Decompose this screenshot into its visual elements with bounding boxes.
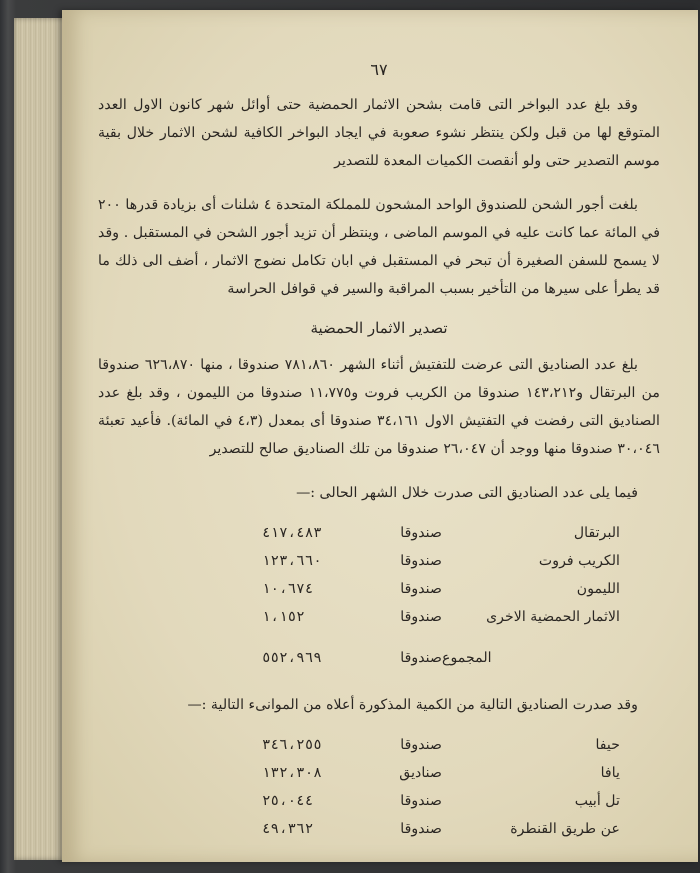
port-name: يافا <box>600 765 620 781</box>
port-name: تل أبيب <box>574 793 620 809</box>
port-unit: صناديق <box>399 765 442 781</box>
exports-item-unit: صندوقا <box>400 553 442 569</box>
exports-total-label: المجموع <box>442 650 492 666</box>
port-value: ٢٥،٠٤٤ <box>262 793 314 809</box>
exports-row <box>262 575 620 603</box>
exports-total-unit: صندوقا <box>400 650 442 666</box>
exports-item-unit: صندوقا <box>400 525 442 541</box>
exports-item-name: البرتقال <box>573 525 620 541</box>
exports-item-value: ١٠،٦٧٤ <box>262 581 314 597</box>
exports-item-name: الاثمار الحمضية الاخرى <box>486 609 620 625</box>
paragraph-freight-rates: بلغت أجور الشحن للصندوق الواحد المشحون للمملكة المتحدة ٤ شلنات أى بزيادة قدرها ٢٠٠ في المائة عما كانت عليه في الموسم الماضى ، وينتظر أن تزيد أجور الشحن في المستقبل . وقد لا يسمح للسفن الصغيرة أن تبحر في المستقبل في ابان تكامل نضوج الاثمار ، أضف الى ذلك ما قد يطرأ على سيرها من التأخير بسبب المراقبة والسير في قوافل الحراسة <box>98 197 660 297</box>
ports-table <box>262 731 620 843</box>
exports-row <box>262 519 620 547</box>
page-number: ٦٧ <box>370 60 388 79</box>
exports-table <box>262 519 620 677</box>
exports-item-value: ٤١٧،٤٨٣ <box>262 525 322 541</box>
exports-row <box>262 603 620 631</box>
port-name: عن طريق القنطرة <box>510 821 620 837</box>
exports-item-unit: صندوقا <box>400 581 442 597</box>
ports-row <box>262 759 620 787</box>
ports-row <box>262 731 620 759</box>
exports-total-value: ٥٥٢،٩٦٩ <box>262 650 322 666</box>
exports-item-unit: صندوقا <box>400 609 442 625</box>
port-name: حيفا <box>595 737 620 753</box>
ports-intro: وقد صدرت الصناديق التالية من الكمية المذكورة أعلاه من الموانىء التالية :— <box>187 697 638 713</box>
exports-item-name: الليمون <box>576 581 620 597</box>
ports-row <box>262 815 620 843</box>
port-value: ٤٩،٣٦٢ <box>262 821 314 837</box>
exports-intro: فيما يلى عدد الصناديق التى صدرت خلال الشهر الحالى :— <box>296 485 638 501</box>
paragraph-inspection: بلغ عدد الصناديق التى عرضت للتفتيش أثناء الشهر ٧٨١،٨٦٠ صندوقا ، منها ٦٢٦،٨٧٠ صندوقا من البرتقال و١٤٣،٢١٢ صندوقا من الكريب فروت و١١،٧٧٥ صندوقا من الليمون ، وقد بلغ عدد الصناديق التى رفضت في التفتيش الاول ٣٤،١٦١ صندوقا أى بمعدل (٤،٣ في المائة). فأعيد تعبئة ٣٠،٠٤٦ صندوقا منها ووجد أن ٢٦،٠٤٧ صندوقا من تلك الصناديق صالح للتصدير <box>98 357 661 457</box>
exports-item-value: ١٢٣،٦٦٠ <box>262 553 322 569</box>
exports-row <box>262 547 620 575</box>
page-content <box>98 60 661 837</box>
port-value: ٣٤٦،٢٥٥ <box>262 737 322 753</box>
ports-row <box>262 787 620 815</box>
section-heading: تصدير الاثمار الحمضية <box>310 319 448 337</box>
port-unit: صندوقا <box>400 821 442 837</box>
paragraph-shipping-vessels: وقد بلغ عدد البواخر التى قامت بشحن الاثمار الحمضية حتى أوائل شهر كانون الاول العدد المتوقع لها من قبل ولكن ينتظر نشوء صعوبة في ايجاد البواخر الكافية لشحن الاثمار خلال بقية موسم التصدير حتى ولو أنقصت الكميات المعدة للتصدير <box>98 97 660 169</box>
port-value: ١٣٢،٣٠٨ <box>262 765 322 781</box>
exports-item-name: الكريب فروت <box>538 553 620 569</box>
port-unit: صندوقا <box>400 737 442 753</box>
exports-total-row <box>262 631 620 677</box>
port-unit: صندوقا <box>400 793 442 809</box>
exports-item-value: ١،١٥٢ <box>262 609 305 625</box>
